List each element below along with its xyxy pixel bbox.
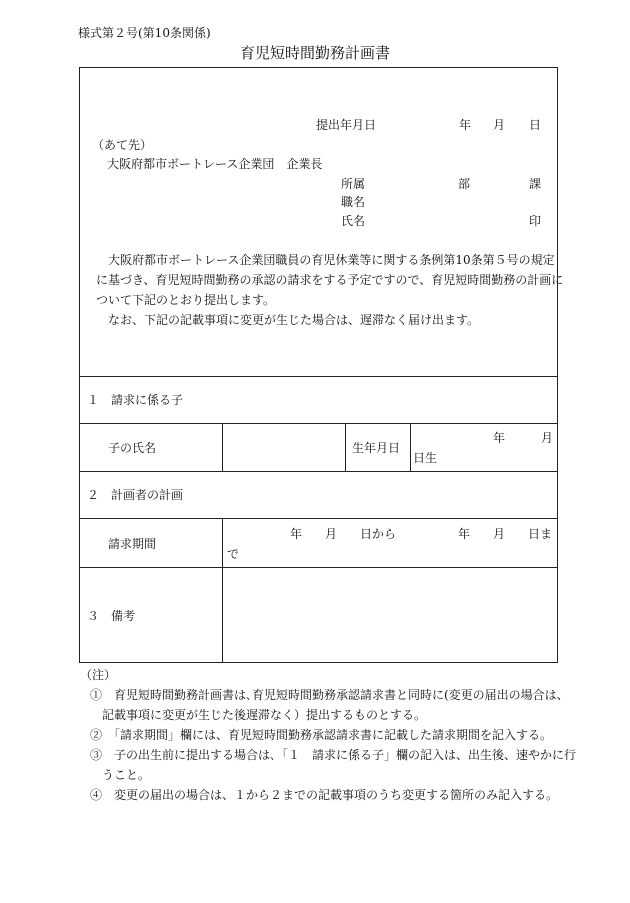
notes	[80, 665, 577, 805]
note-3-line-2: うこと。	[102, 768, 151, 782]
statement	[96, 250, 564, 330]
submission-year: 年	[459, 118, 472, 132]
addressee: 大阪府都市ボートレース企業団 企業長	[107, 157, 323, 171]
col-divider-birth-label	[345, 423, 346, 471]
period-to-month: 月	[493, 527, 506, 541]
addressee-label: （あて先）	[92, 138, 153, 152]
statement-line-3: ついて下記のとおり提出します。	[96, 293, 276, 307]
section-suffix: 課	[529, 177, 542, 191]
seal-mark: 印	[529, 214, 542, 228]
period-to-year: 年	[458, 527, 471, 541]
statement-line-1: 大阪府都市ボートレース企業団職員の育児休業等に関する条例第10条第５号の規定	[108, 253, 555, 267]
position-label: 職名	[341, 195, 366, 209]
period-to-day: 日ま	[528, 527, 553, 541]
note-3-line-1: ③ 子の出生前に提出する場合は､「１ 請求に係る子」欄の記入は、出生後、速やかに行	[90, 748, 577, 762]
note-4: ④ 変更の届出の場合は、１から２までの記載事項のうち変更する箇所のみ記入する。	[90, 788, 559, 802]
col-divider-period-remarks	[222, 518, 223, 663]
note-2: ② 「請求期間」欄には、育児短時間勤務承認請求書に記載した請求期間を記入する。	[90, 728, 553, 742]
statement-line-4: なお、下記の記載事項に変更が生じた場合は、遅滞なく届け出ます。	[108, 313, 480, 327]
statement-line-2: に基づき、育児短時間勤務の承認の請求をする予定ですので、育児短時間勤務の計画に	[96, 273, 564, 287]
divider-section1	[79, 376, 558, 377]
name-label: 氏名	[341, 214, 366, 228]
period-from-year: 年	[290, 527, 303, 541]
period-from-day: 日から	[360, 527, 397, 541]
divider-period-row	[79, 518, 558, 519]
child-name-label: 子の氏名	[108, 441, 157, 455]
section1-heading: １ 請求に係る子	[87, 393, 184, 407]
divider-child-row	[79, 423, 558, 424]
period-label: 請求期間	[108, 537, 157, 551]
notes-label: （注）	[80, 668, 117, 682]
note-1-line-2: 記載事項に変更が生じた後遅滞なく）提出するものとする。	[102, 708, 427, 722]
period-to-tail: で	[227, 547, 240, 561]
form-number: 様式第２号(第10条関係)	[78, 26, 211, 40]
divider-remarks-row	[79, 567, 558, 568]
note-1-line-1: ① 育児短時間勤務計画書は､育児短時間勤務承認請求書と同時に(変更の届出の場合は、	[90, 688, 569, 702]
section2-heading: ２ 計画者の計画	[87, 488, 184, 502]
col-divider-birth-value	[410, 423, 411, 471]
department-suffix: 部	[458, 177, 471, 191]
document-title: 育児短時間勤務計画書	[239, 44, 390, 62]
birth-year: 年	[493, 431, 506, 445]
submission-date-label: 提出年月日	[316, 118, 377, 132]
birth-day-born: 日生	[413, 451, 438, 465]
department-label: 所属	[341, 177, 366, 191]
birth-month: 月	[541, 431, 554, 445]
section3-heading: ３ 備考	[87, 609, 136, 623]
divider-section2	[79, 471, 558, 472]
period-from-month: 月	[325, 527, 338, 541]
col-divider-child-name	[222, 423, 223, 471]
birth-date-label: 生年月日	[352, 441, 401, 455]
submission-day: 日	[529, 118, 542, 132]
submission-month: 月	[493, 118, 506, 132]
